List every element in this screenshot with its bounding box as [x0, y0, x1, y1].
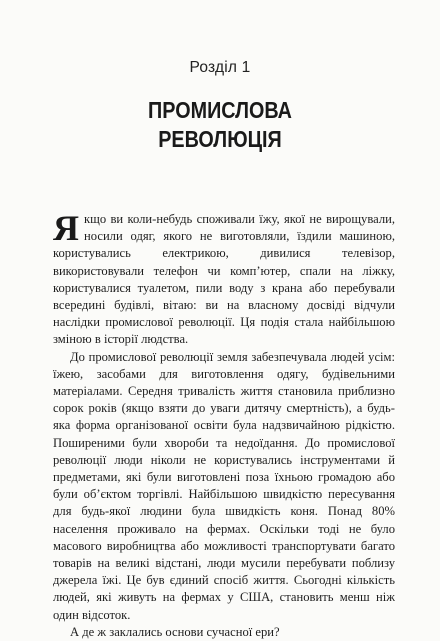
drop-cap: Я: [53, 208, 79, 248]
paragraph-2: До промислової революції земля забезпечувала людей усім: їжею, засобами для виготовлення одягу, будівельними матеріалами. Середня тривалість життя становила приблизно сорок років (якщо взяти до уваги дитячу смертність), а будь-яка форма організованої освіти була надзвичайною рідкістю. Поширеними були хвороби та недоїдання. До промислової революції люди ніколи не користувались інструментами й предметами, які були виготовлені поза їхньою громадою або були об’єктом торгівлі. Найбільшою швидкістю пересування для будь-якої людини була швидкість коня. Понад 80% населення проживало на фермах. Оскільки тоді не було масового виробництва або можливості транспортувати багато товарів на великі відстані, люди мусили перебувати поблизу джерела їжі. Це був єдиний спосіб життя. Сьогодні кількість людей, які живуть на фермах у США, становить менш ніж один відсоток.: [53, 349, 395, 622]
chapter-title-line-2: РЕВОЛЮЦІЯ: [158, 126, 282, 152]
chapter-title-line-1: ПРОМИСЛОВА: [148, 97, 292, 123]
chapter-label: Розділ 1: [189, 59, 251, 76]
paragraph-1: [53, 208, 395, 349]
chapter-title: [31, 96, 409, 154]
body-text: [53, 208, 395, 641]
paragraph-3: А де ж заклались основи сучасної ери?: [70, 624, 280, 639]
paragraph-1-text: кщо ви коли-небудь споживали їжу, якої не вирощували, носили одяг, якого не виготовляли, їздили машиною, користувались електрикою, дивилися телевізор, використовували телефон чи комп’ютер, спали на ліжку, користувалися туалетом, пили воду з крана або перебували всередині будівлі, вітаю: ви на власному досвіді відчули наслідки промислової революції. Ця подія стала найбільшою зміною в історії людства.: [53, 212, 395, 347]
